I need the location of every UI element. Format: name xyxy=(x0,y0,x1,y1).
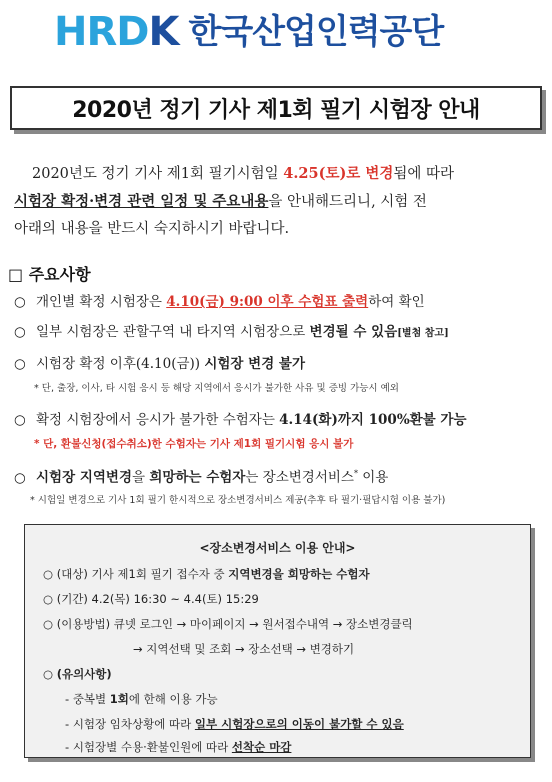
intro-paragraph xyxy=(14,160,542,243)
intro-line-1 xyxy=(14,160,542,188)
hrdk-logo xyxy=(54,10,443,54)
box-row-target xyxy=(43,566,370,582)
box-dash-2 xyxy=(65,716,404,732)
item-text: 는 장소변경서비스 xyxy=(245,469,354,486)
box-bold-text: 1회 xyxy=(109,692,129,706)
intro-line-3: 아래의 내용을 반드시 숙지하시기 바랍니다. xyxy=(14,221,290,237)
box-text: 시험장 임차상황에 따라 xyxy=(72,717,195,731)
box-bold-text: 선착순 마감 xyxy=(231,740,292,754)
item-small-text: [별첨 참고] xyxy=(397,328,449,339)
box-dash: - xyxy=(65,717,70,731)
item-text: 개인별 확정 시험장은 xyxy=(36,294,167,310)
item-bold-text: 희망하는 수험자 xyxy=(149,469,246,486)
intro-line-2 xyxy=(14,188,542,216)
logo-org-name: 한국산업인력공단 xyxy=(188,12,444,52)
title-box xyxy=(10,86,542,130)
logo-mark-k: K xyxy=(148,9,179,55)
section-heading xyxy=(8,262,91,285)
box-bullet: ○ xyxy=(43,617,54,631)
box-bullet: ○ xyxy=(43,592,54,606)
item-sup: * xyxy=(353,469,358,478)
item-text: 일부 시험장은 관할구역 내 타지역 시험장으로 xyxy=(36,324,310,340)
box-row-method xyxy=(43,616,413,632)
box-row-period xyxy=(43,591,259,607)
item-3-note: * 단, 출장, 이사, 타 시험 응시 등 해당 지역에서 응시가 불가한 사유 및 증빙 가능시 예외 xyxy=(34,383,399,394)
page-title: 2020년 정기 기사 제1회 필기 시험장 안내 xyxy=(72,97,480,123)
box-text: (대상) 기사 제1회 필기 접수자 중 xyxy=(56,567,229,581)
item-4 xyxy=(14,410,467,430)
item-text: 확정 시험장에서 응시가 불가한 수험자는 xyxy=(36,412,280,428)
item-bullet: ○ xyxy=(14,324,26,340)
section-title: 주요사항 xyxy=(28,265,91,284)
box-text: 중복별 xyxy=(72,692,110,706)
box-row-method-cont: → 지역선택 및 조회 → 장소선택 → 변경하기 xyxy=(133,642,355,656)
item-bold-text: 시험장 지역변경 xyxy=(36,469,132,486)
logo-mark xyxy=(54,10,178,54)
intro-bold-phrase: 시험장 확정·변경 관련 일정 및 주요내용 xyxy=(14,193,269,210)
item-bullet: ○ xyxy=(14,469,26,486)
item-text: 하여 확인 xyxy=(368,294,425,310)
item-bold-text: 4.14(화)까지 100%환불 가능 xyxy=(279,412,467,428)
box-text: 시험장별 수용·환불인원에 따라 xyxy=(72,740,232,754)
box-bold-text: 지역변경을 희망하는 수험자 xyxy=(228,567,370,581)
item-text: 이용 xyxy=(357,469,389,486)
box-bold-text: 일부 시험장으로의 이동이 불가할 수 있음 xyxy=(194,717,404,731)
item-3 xyxy=(14,354,305,374)
item-bullet: ○ xyxy=(14,412,26,428)
box-text: 에 한해 이용 가능 xyxy=(128,692,218,706)
item-text: 시험장 확정 이후(4.10(금)) xyxy=(36,356,205,372)
section-bullet: □ xyxy=(8,265,24,284)
intro-date-change: 4.25(토)로 변경 xyxy=(283,165,394,182)
box-text: (이용방법) 큐넷 로그인 → 마이페이지 → 원서접수내역 → 장소변경클릭 xyxy=(56,617,413,631)
box-text: (유의사항) xyxy=(56,667,112,681)
box-dash: - xyxy=(65,692,70,706)
item-5-note: * 시험일 변경으로 기사 1회 필기 한시적으로 장소변경서비스 제공(추후 타 필기·필답시험 이용 불가) xyxy=(30,495,446,506)
item-bold-text: 시험장 변경 불가 xyxy=(204,356,306,372)
box-dash-1 xyxy=(65,691,218,707)
item-bullet: ○ xyxy=(14,294,26,310)
box-bullet: ○ xyxy=(43,667,54,681)
item-text: 을 xyxy=(132,469,150,486)
box-dash: - xyxy=(65,740,70,754)
box-dash-3 xyxy=(65,739,291,755)
box-row-caution xyxy=(43,666,112,682)
item-4-note: * 단, 환불신청(접수취소)한 수험자는 기사 제1회 필기시험 응시 불가 xyxy=(34,438,354,450)
item-2 xyxy=(14,322,449,344)
service-info-box xyxy=(24,524,531,758)
box-title: <장소변경서비스 이용 안내> xyxy=(199,541,356,555)
item-red-text: 4.10(금) 9:00 이후 수험표 출력 xyxy=(166,294,369,310)
box-text: (기간) 4.2(목) 16:30 ~ 4.4(토) 15:29 xyxy=(56,592,259,606)
item-bold-text: 변경될 수 있음 xyxy=(309,324,398,340)
box-bullet: ○ xyxy=(43,567,54,581)
intro-text-3: 을 안내해드리니, 시험 전 xyxy=(268,194,427,210)
item-5 xyxy=(14,464,388,488)
item-1 xyxy=(14,292,425,312)
logo-mark-hrd: HRD xyxy=(54,9,149,55)
item-bullet: ○ xyxy=(14,356,26,372)
intro-text-1: 2020년도 정기 기사 제1회 필기시험일 xyxy=(32,166,284,182)
intro-text-2: 됨에 따라 xyxy=(393,166,455,182)
